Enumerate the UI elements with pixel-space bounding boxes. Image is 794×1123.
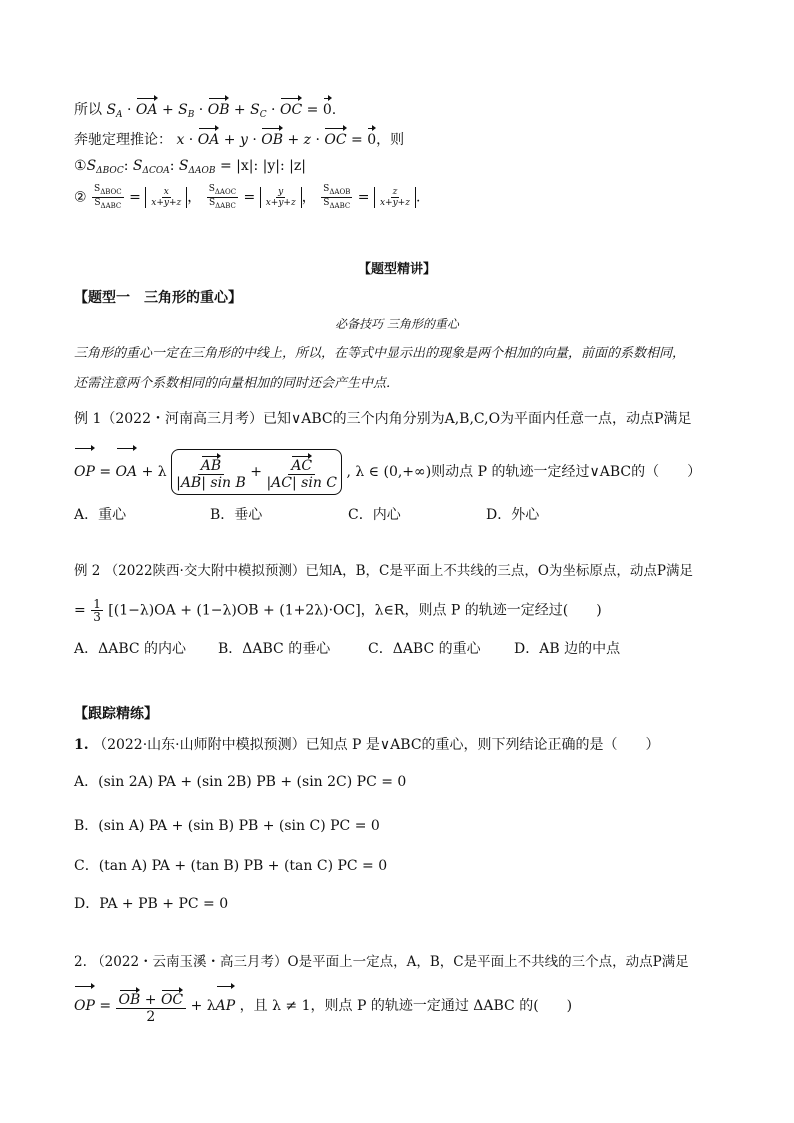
formula-line-4: ② $\frac{S_{\Delta BOC}}{S_{\Delta ABC}}$ = $\frac{x}{x+y+z}$ ， $\frac{S_{\Delta AOC}}{S_{\Delta ABC}}$ = $\frac{y}{x+y+z}$ ， $\frac{S_{\Delta AOB}}{S_{\Delta ABC}}$ = $\frac{z}{x+y+z}$ . [74,184,421,210]
text: 奔驰定理推论： [74,132,172,148]
text: （2022·山东·山师附中模拟预测）已知点 P 是∨ABC的重心，则下列结论正确的是（ ） [93,737,660,753]
text: ① [74,158,87,174]
example2-option-b: B．ΔABC 的垂心 [218,641,331,657]
text: = |x|: |y|: |z| [219,158,306,174]
text: ② [74,189,87,206]
text: （2022・云南玉溪・高三月考）O是平面上一定点，A，B，C是平面上不共线的三个点，动点P满足 [91,954,689,970]
q2-formula: OP = $\frac{OB + OC}{2}$ + λAP ，且 λ ≠ 1，则点 P 的轨迹一定通过 ΔABC 的( ) [74,984,572,1020]
skill-line-2: 还需注意两个系数相同的向量相加的同时还会产生中点． [74,376,400,391]
text: ，则 [376,132,405,148]
type1-heading: 【题型一 三角形的重心】 [74,290,242,306]
example2-option-a: A．ΔABC 的内心 [74,641,187,657]
q1-stem [74,735,660,755]
text: , λ ∈ (0,+∞)则动点 P 的轨迹一定经过∨ABC的（ ） [346,464,702,480]
q1-option-c: C．(tan A) PA + (tan B) PB + (tan C) PC = 0 [74,858,388,874]
q1-number: 1. [74,737,89,753]
track-heading: 【跟踪精练】 [74,706,158,722]
q1-option-b: B．(sin A) PA + (sin B) PB + (sin C) PC = 0 [74,818,380,834]
section-title: 【题型精讲】 [357,262,436,277]
example1-option-b: B．垂心 [210,507,263,523]
formula-line-2: 奔驰定理推论： x · OA + y · OB + z · OC = 0，则 [74,126,404,150]
example1-stem: 例 1（2022・河南高三月考）已知∨ABC的三个内角分别为A,B,C,O为平面内任意一点，动点P满足 [74,411,692,427]
skill-title: 必备技巧 三角形的重心 [335,317,459,331]
text: ，且 λ ≠ 1，则点 P 的轨迹一定通过 ΔABC 的( ) [239,998,573,1014]
example2-stem: 例 2 （2022陕西·交大附中模拟预测）已知A，B，C是平面上不共线的三点，O为坐标原点，动点P满足 [74,563,693,579]
text: [(1−λ)OA + (1−λ)OB + (1+2λ)·OC]，λ∈R，则点 P 的轨迹一定经过( ) [108,602,602,619]
example2-formula: = $\frac{1}{3}$ [(1−λ)OA + (1−λ)OB + (1+2λ)·OC]，λ∈R，则点 P 的轨迹一定经过( ) [74,597,602,624]
example1-option-d: D．外心 [486,507,540,523]
q1-option-a: A．(sin 2A) PA + (sin 2B) PB + (sin 2C) PC = 0 [74,774,407,790]
formula-line-3: $①S_{\Delta BOC}$: $S_{\Delta COA}$: $S_{\Delta AOB} = |x|$: |y|: |z| [74,158,306,176]
q2-stem [74,952,689,972]
formula-line-1: 所以 $S_A$ · OA + $S_B$ · OB + $S_C$ · OC = 0. [74,96,336,125]
q1-option-d: D．PA + PB + PC = 0 [74,896,229,912]
example1-option-a: A．重心 [74,507,127,523]
text: 所以 [74,102,102,118]
example1-option-c: C．内心 [348,507,401,523]
skill-line-1: 三角形的重心一定在三角形的中线上，所以，在等式中显示出的现象是两个相加的向量，前面的系数相同， [74,346,686,361]
example1-formula: OP = OA + λ $\frac{AB}{\text{|AB| sin B}}$ + $\frac{AC}{\text{|AC| sin C}}$ , λ ∈ (0,+∞)则动点 P 的轨迹一定经过∨ABC的（ ） [74,446,701,490]
example2-option-d: D．AB 边的中点 [514,641,621,657]
q2-number: 2. [74,954,87,970]
example2-option-c: C．ΔABC 的重心 [368,641,481,657]
